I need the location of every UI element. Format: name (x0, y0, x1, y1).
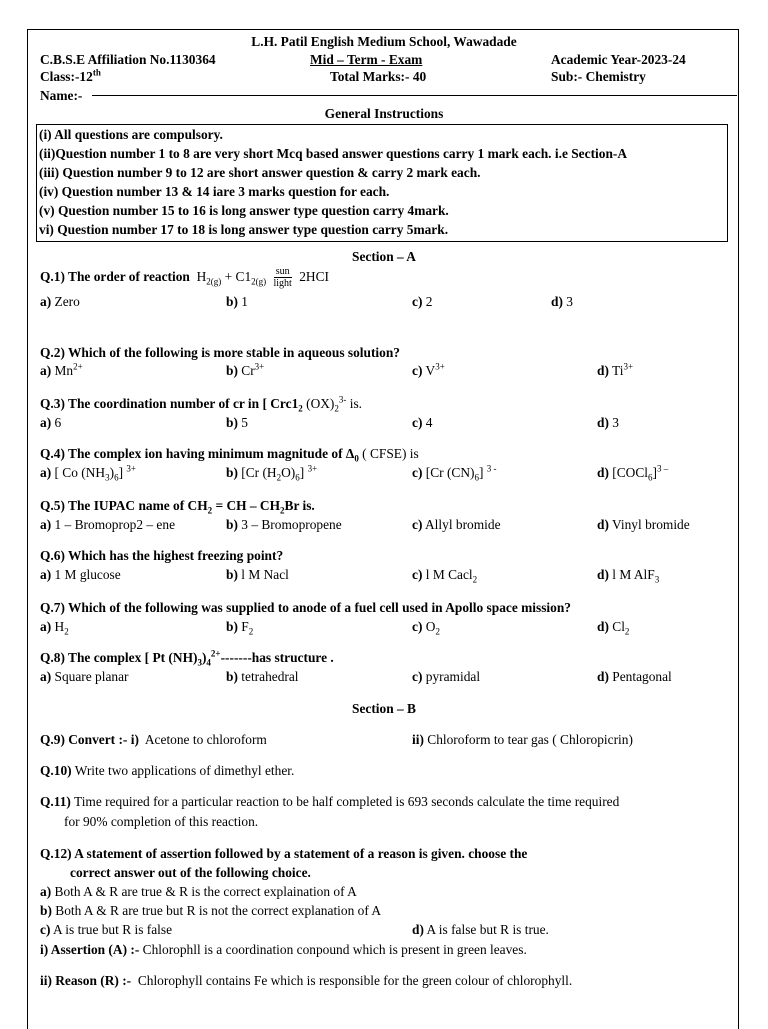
q4-option-a: a) [ Co $(NH_3)_6$] $^{3+}$ (40, 463, 136, 483)
q4-option-d: d) [COCl$_6$]$^{3 -}$ (597, 463, 669, 483)
q12-option-a: a) Both A & R are true & R is the correct explaination of A (40, 884, 357, 899)
q6-option-b: b) l M Nacl (226, 567, 289, 582)
q12-assertion: i) Assertion (A) :- Chlorophll is a coordination conpound which is present in green leaves. (40, 942, 527, 957)
q6-option-c: c) l M Cacl$_2$ (412, 567, 478, 585)
question-6: Q.6) Which has the highest freezing point? (40, 548, 284, 563)
q12-option-c: c) A is true but R is false (40, 922, 173, 937)
q2-option-a: a) $Mn^{2+}$ (40, 361, 83, 378)
q5-option-a: a) 1 – Bromoprop2 – ene (40, 517, 176, 532)
section-a-heading: Section – A (352, 249, 416, 264)
question-9: Q.9) Convert :- i) Acetone to chloroform (40, 732, 267, 747)
q8-option-d: d) Pentagonal (597, 669, 672, 684)
q2-option-d: d) $Ti^{3+}$ (597, 361, 634, 378)
question-12-line2: correct answer out of the following choice. (70, 865, 311, 880)
q5-option-d: d) Vinyl bromide (597, 517, 690, 532)
q12-option-d: d) A is false but R is true. (412, 922, 549, 937)
q7-option-a: a) $H_2$ (40, 619, 69, 637)
instruction-line: (v) Question number 15 to 16 is long answer type question carry 4mark. (39, 203, 449, 218)
question-12: Q.12) A statement of assertion followed by a statement of a reason is given. choose the (40, 846, 528, 861)
q1-option-d: d) 3 (551, 294, 573, 309)
q4-option-b: b) [Cr $(H_2O)_6$] $^{3+}$ (226, 463, 318, 483)
question-1: Q.1) The order of reaction $H_{2(g)} + C1_{2(g)}$ $\frac{\text{sun}}{\text{light}}$ 2HCI (40, 266, 329, 290)
question-10: Q.10) Write two applications of dimethyl ether. (40, 763, 295, 778)
instruction-line: vi) Question number 17 to 18 is long answer type question carry 5mark. (39, 222, 449, 237)
q6-option-a: a) 1 M glucose (40, 567, 121, 582)
q5-option-b: b) 3 – Bromopropene (226, 517, 342, 532)
question-9-part-ii: ii) Chloroform to tear gas ( Chloropicrin) (412, 732, 633, 747)
subject: Sub:- Chemistry (551, 69, 646, 84)
exam-title: Mid – Term - Exam (310, 52, 423, 67)
question-7: Q.7) Which of the following was supplied to anode of a fuel cell used in Apollo space mission? (40, 600, 571, 615)
instruction-line: (iv) Question number 13 & 14 iare 3 marks question for each. (39, 184, 390, 199)
name-underline (92, 95, 737, 96)
q7-option-d: d) $Cl_2$ (597, 619, 630, 637)
class-label: Class:-12th (40, 67, 101, 84)
question-2: Q.2) Which of the following is more stable in aqueous solution? (40, 345, 400, 360)
q1-option-a: a) Zero (40, 294, 80, 309)
q1-option-c: c) 2 (412, 294, 433, 309)
instructions-title: General Instructions (324, 106, 444, 121)
q3-option-a: a) 6 (40, 415, 62, 430)
question-11: Q.11) Time required for a particular reaction to be half completed is 693 seconds calculate the time required (40, 794, 620, 809)
question-3: Q.3) The coordination number of cr in [ $Crc1_2$ $(OX)_2^{3-}$ is. (40, 394, 363, 414)
q3-option-d: d) 3 (597, 415, 619, 430)
instruction-line: (iii) Question number 9 to 12 are short answer question & carry 2 mark each. (39, 165, 481, 180)
section-b-heading: Section – B (352, 701, 416, 716)
q7-option-b: b) $F_2$ (226, 619, 254, 637)
q2-option-c: c) $V^{3+}$ (412, 361, 445, 378)
total-marks: Total Marks:- 40 (330, 69, 427, 84)
question-4: Q.4) The complex ion having minimum magnitude of $\Delta_0$ ( CFSE) is (40, 446, 419, 464)
q5-option-c: c) Allyl bromide (412, 517, 501, 532)
academic-year: Academic Year-2023-24 (551, 52, 686, 67)
q8-option-c: c) pyramidal (412, 669, 481, 684)
name-label: Name:- (40, 88, 83, 103)
instruction-line: (i) All questions are compulsory. (39, 127, 223, 142)
q12-option-b: b) Both A & R are true but R is not the correct explanation of A (40, 903, 382, 918)
question-11-line2: for 90% completion of this reaction. (64, 814, 259, 829)
reaction-condition: $\frac{\text{sun}}{\text{light}}$ (273, 266, 292, 290)
question-8: Q.8) The complex [ Pt $(NH)_3)_4^{2+}------$-has structure . (40, 648, 334, 668)
q8-option-b: b) tetrahedral (226, 669, 299, 684)
q6-option-d: d) l M AlF$_3$ (597, 567, 660, 585)
affiliation: C.B.S.E Affiliation No.1130364 (40, 52, 216, 67)
q2-option-b: b) $Cr^{3+}$ (226, 361, 265, 378)
q1-option-b: b) 1 (226, 294, 248, 309)
question-5: Q.5) The IUPAC name of $CH_2$ = CH – $CH_2Br$ is. (40, 498, 315, 516)
q8-option-a: a) Square planar (40, 669, 129, 684)
q3-option-c: c) 4 (412, 415, 433, 430)
instruction-line: (ii)Question number 1 to 8 are very short Mcq based answer questions carry 1 mark each. i.e Section-A (39, 146, 628, 161)
q4-option-c: c) [Cr $(CN)_6$] $^{3 -}$ (412, 463, 497, 483)
q3-option-b: b) 5 (226, 415, 248, 430)
school-name: L.H. Patil English Medium School, Wawadade (251, 34, 517, 49)
q12-reason: ii) Reason (R) :- Chlorophyll contains Fe which is responsible for the green colour of chlorophyll. (40, 973, 573, 988)
q7-option-c: c) $O_2$ (412, 619, 440, 637)
